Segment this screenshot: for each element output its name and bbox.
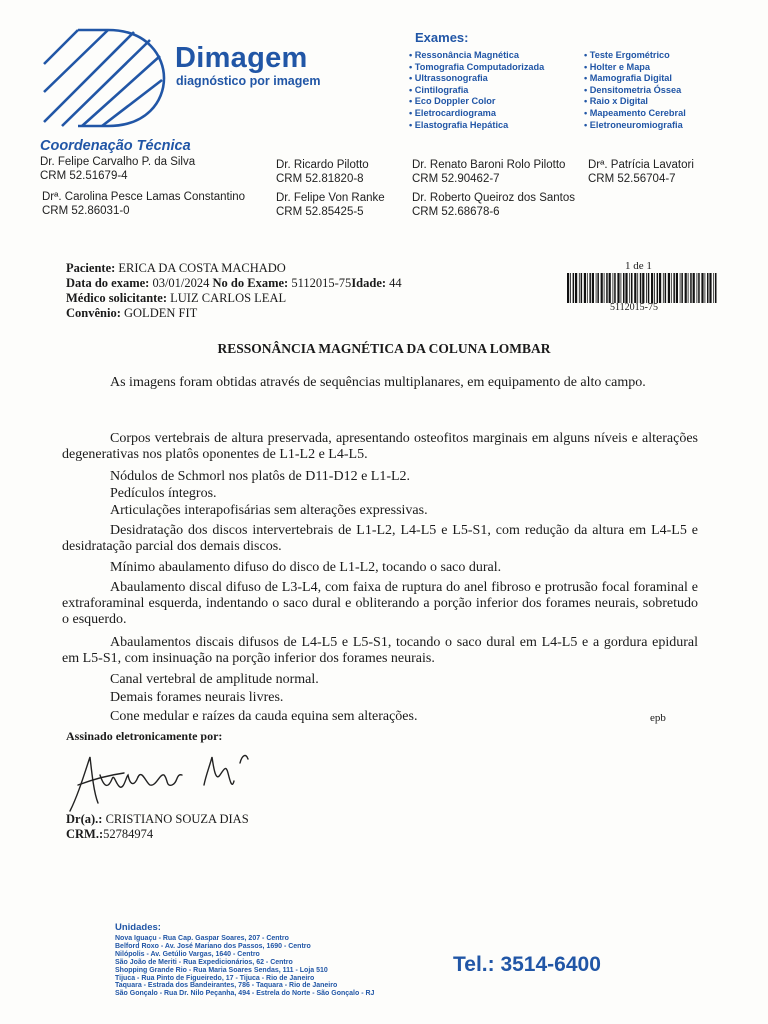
finding-paragraph: Desidratação dos discos intervertebrais de L1-L2, L4-L5 e L5-S1, com redução da altura em L4-L5 e desidratação parcial dos demais discos.: [62, 523, 698, 554]
requesting-doctor-label: Médico solicitante:: [66, 291, 168, 305]
exam-item: • Eco Doppler Color: [409, 96, 496, 107]
exam-item: • Mamografia Digital: [584, 73, 672, 84]
exams-title: Exames:: [415, 30, 469, 45]
exam-date: 03/01/2024: [152, 276, 210, 290]
patient-label: Paciente:: [66, 261, 116, 275]
requesting-doctor: LUIZ CARLOS LEAL: [170, 291, 287, 305]
doctor-crm: CRM 52.81820-8: [276, 172, 364, 185]
dimagem-logo-icon: [38, 22, 168, 132]
technical-coordination-title: Coordenação Técnica: [40, 138, 191, 154]
doctor-name: Dr. Ricardo Pilotto: [276, 159, 369, 171]
exams-list-right: [584, 50, 686, 131]
exam-item: • Teste Ergométrico: [584, 50, 670, 60]
unit-address: Belford Roxo - Av. José Mariano dos Passos, 1690 - Centro: [115, 942, 311, 950]
report-title: RESSONÂNCIA MAGNÉTICA DA COLUNA LOMBAR: [217, 341, 551, 356]
exam-number: 5112015-75: [291, 276, 352, 290]
barcode-icon: [567, 273, 719, 303]
exam-item: • Eletrocardiograma: [409, 107, 496, 118]
exams-list-left: [409, 50, 544, 131]
handwritten-signature: [64, 745, 264, 815]
typist-initials: epb: [650, 712, 666, 724]
exam-item: • Eletroneuromiografia: [584, 119, 683, 130]
exam-date-label: Data do exame:: [66, 276, 150, 290]
exam-item: • Mapeamento Cerebral: [584, 107, 686, 118]
doctor-name: Drª. Patrícia Lavatori: [588, 159, 694, 171]
exam-item: • Cintilografia: [409, 84, 469, 95]
signing-doctor-label: Dr(a).:: [66, 812, 103, 826]
finding-paragraph: Mínimo abaulamento difuso do disco de L1-L2, tocando o saco dural.: [110, 560, 502, 575]
brand-name: Dimagem: [175, 42, 308, 74]
report-intro: As imagens foram obtidas através de sequências multiplanares, em equipamento de alto campo.: [110, 375, 646, 390]
doctor-crm: CRM 52.51679-4: [40, 169, 128, 182]
age: 44: [389, 276, 402, 290]
unit-address: Taquara - Estrada dos Bandeirantes, 786 - Taquara - Rio de Janeiro: [115, 982, 338, 990]
signing-doctor-name: CRISTIANO SOUZA DIAS: [105, 812, 249, 826]
exam-item: • Elastografia Hepática: [409, 119, 509, 130]
finding-paragraph: Cone medular e raízes da cauda equina sem alterações.: [110, 709, 418, 724]
doctor-entry: [276, 159, 369, 186]
unit-address: Nilópolis - Av. Getúlio Vargas, 1640 - Centro: [115, 950, 260, 958]
finding-paragraph: Demais forames neurais livres.: [110, 690, 284, 705]
unit-address: São João de Meriti - Rua Expedicionários, 62 - Centro: [115, 958, 293, 966]
patient-name: ERICA DA COSTA MACHADO: [118, 261, 286, 275]
doctor-crm: CRM 52.90462-7: [412, 172, 500, 185]
brand-tagline: diagnóstico por imagem: [176, 74, 321, 88]
doctor-entry: [42, 191, 245, 218]
page-counter: 1 de 1: [625, 260, 652, 272]
doctor-crm: CRM 52.56704-7: [588, 172, 676, 185]
doctor-entry: [276, 192, 385, 219]
signing-crm-label: CRM.:: [66, 827, 104, 841]
signing-crm: 52784974: [103, 827, 154, 841]
doctor-name: Drª. Carolina Pesce Lamas Constantino: [42, 191, 246, 203]
finding-paragraph: Pedículos íntegros.: [110, 486, 217, 501]
doctor-entry: [412, 159, 565, 186]
doctor-entry: [588, 159, 694, 186]
exam-date-line: [66, 276, 402, 291]
units-title: Unidades:: [115, 922, 161, 933]
exam-item: • Densitometria Óssea: [584, 84, 682, 95]
finding-paragraph: Abaulamentos discais difusos de L4-L5 e L5-S1, tocando o saco dural em L4-L5 e a gordura epidural em L5-S1, com insinuação na porção inferior dos forames neurais.: [62, 635, 698, 666]
doctor-name: Dr. Felipe Von Ranke: [276, 192, 385, 204]
phone-number: Tel.: 3514-6400: [453, 953, 601, 976]
doctor-crm: CRM 52.86031-0: [42, 204, 130, 217]
age-label: Idade:: [351, 276, 387, 290]
doctor-crm: CRM 52.85425-5: [276, 205, 364, 218]
barcode-number: 5112015-75: [610, 302, 658, 313]
unit-address: São Gonçalo - Rua Dr. Nilo Peçanha, 494 - Estrela do Norte - São Gonçalo - RJ: [115, 990, 375, 998]
doctor-name: Dr. Felipe Carvalho P. da Silva: [40, 156, 196, 168]
doctor-entry: [40, 156, 195, 183]
health-plan: GOLDEN FIT: [124, 306, 198, 320]
exam-item: • Ultrassonografia: [409, 73, 488, 84]
doctor-entry: [412, 192, 575, 219]
exam-item: • Raio x Digital: [584, 96, 648, 107]
finding-paragraph: Nódulos de Schmorl nos platôs de D11-D12 e L1-L2.: [110, 469, 411, 484]
health-plan-line: [66, 306, 197, 321]
finding-paragraph: Corpos vertebrais de altura preservada, apresentando osteofitos marginais em alguns níveis e alterações degenerativas nos platôs oponentes de L1-L2 e L4-L5.: [62, 431, 698, 462]
exam-item: • Tomografia Computadorizada: [409, 61, 545, 72]
doctor-name: Dr. Renato Baroni Rolo Pilotto: [412, 159, 566, 171]
unit-address: Tijuca - Rua Pinto de Figueiredo, 17 - Tijuca - Rio de Janeiro: [115, 974, 315, 982]
doctor-name: Dr. Roberto Queiroz dos Santos: [412, 192, 575, 204]
signing-doctor-line: [66, 812, 249, 827]
finding-paragraph: Articulações interapofisárias sem alterações expressivas.: [110, 503, 428, 518]
unit-address: Nova Iguaçu - Rua Cap. Gaspar Soares, 207 - Centro: [115, 935, 289, 942]
finding-paragraph: Canal vertebral de amplitude normal.: [110, 672, 319, 687]
signing-doctor-crm-line: [66, 827, 153, 842]
patient-line: [66, 261, 286, 276]
exam-item: • Ressonância Magnética: [409, 50, 519, 60]
exam-number-label: No do Exame:: [212, 276, 289, 290]
requesting-doctor-line: [66, 291, 286, 306]
exam-item: • Holter e Mapa: [584, 61, 651, 72]
health-plan-label: Convênio:: [66, 306, 121, 320]
doctor-crm: CRM 52.68678-6: [412, 205, 500, 218]
signed-electronically-label: Assinado eletronicamente por:: [66, 729, 223, 743]
unit-address: Shopping Grande Rio - Rua Maria Soares Sendas, 111 - Loja 510: [115, 966, 328, 974]
units-list: [115, 935, 374, 998]
finding-paragraph: Abaulamento discal difuso de L3-L4, com faixa de ruptura do anel fibroso e protrusão focal foraminal e extraforaminal esquerda, indentando o saco dural e obliterando a porção inferior dos forames neurais, sobretudo o esquerdo.: [62, 580, 698, 627]
